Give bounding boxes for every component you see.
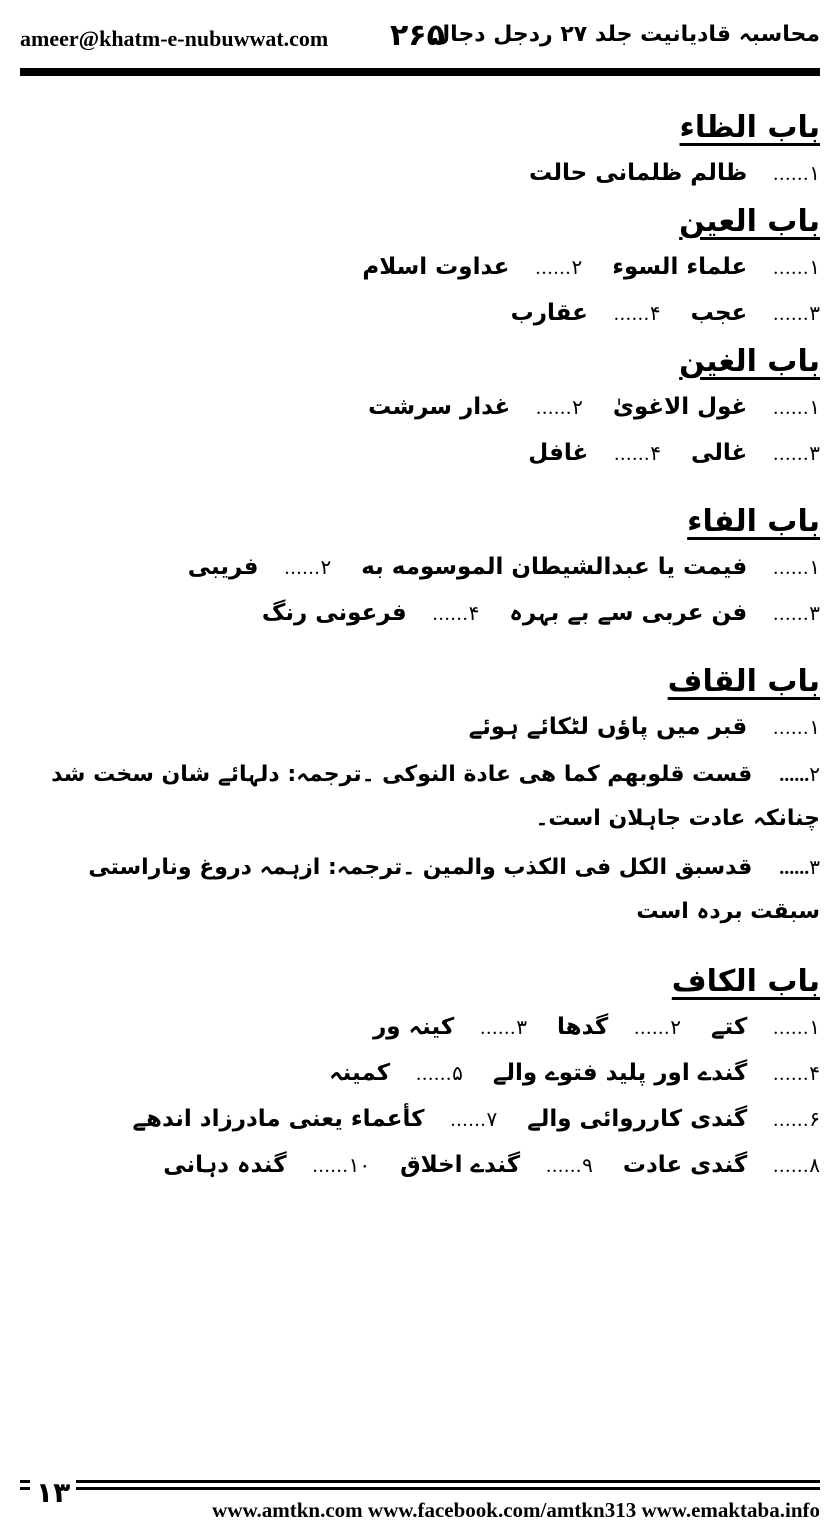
item-text: فرعونی رنگ (261, 600, 407, 626)
item-number: ۴ (650, 441, 661, 465)
list-item (511, 290, 661, 337)
item-dots: ...... (535, 257, 572, 279)
list-row (20, 704, 820, 750)
item-text: قبر میں پاؤں لٹکائے ہوئے (468, 714, 748, 740)
section-title: باب القاف (667, 664, 820, 699)
list-item (493, 1050, 820, 1097)
index-content (20, 102, 820, 1188)
item-number: ۶ (809, 1107, 820, 1131)
list-item (368, 384, 583, 431)
item-dots: ...... (773, 1155, 810, 1177)
item-text: گندے اخلاق (400, 1152, 521, 1178)
item-dots: ...... (773, 1109, 810, 1131)
item-number: ۱ (809, 555, 820, 579)
list-item (163, 1142, 370, 1189)
section-ain (20, 200, 820, 336)
section-title: باب الکاف (671, 964, 820, 999)
item-text: کتے (711, 1014, 748, 1040)
item-dots: ...... (432, 603, 469, 625)
list-row (20, 430, 820, 476)
section-title: باب الغین (679, 344, 820, 379)
item-text: عجب (690, 300, 748, 326)
item-dots: ...... (773, 1063, 810, 1085)
item-dots: ...... (773, 603, 810, 625)
item-number: ۲ (809, 762, 820, 786)
item-dots: ...... (779, 764, 810, 786)
list-item (529, 150, 820, 197)
list-item (362, 244, 582, 291)
item-number: ۸ (809, 1153, 820, 1177)
list-row (20, 1096, 820, 1142)
list-row (20, 150, 820, 196)
item-number: ۷ (486, 1107, 498, 1131)
list-item (373, 1004, 527, 1051)
item-text: عداوت اسلام (362, 254, 510, 280)
list-item (613, 384, 820, 431)
item-dots: ...... (614, 443, 651, 465)
list-item (262, 590, 480, 637)
item-text: فن عربی سے بے بہرہ (509, 600, 748, 626)
item-dots: ...... (779, 857, 810, 879)
item-dots: ...... (634, 1017, 671, 1039)
item-number: ۱ (809, 255, 820, 279)
item-number: ۴ (649, 301, 661, 325)
item-text: ظالم ظلمانی حالت (529, 160, 748, 186)
list-row (20, 384, 820, 430)
item-number: ۲ (670, 1015, 681, 1039)
list-item (509, 590, 820, 637)
list-item-long (20, 750, 820, 843)
item-text: فریبی (187, 554, 259, 580)
item-text: گندی عادت (622, 1152, 748, 1178)
item-number: ۴ (809, 1061, 820, 1085)
item-dots: ...... (450, 1109, 487, 1131)
item-number: ۱ (809, 161, 820, 185)
list-row (20, 244, 820, 290)
section-title: باب الظاء (679, 110, 820, 145)
item-number: ۱ (809, 715, 820, 739)
list-item (329, 1050, 463, 1097)
item-number: ۲ (571, 255, 583, 279)
item-number: ۲ (572, 395, 583, 419)
item-text: غول الاغویٰ (612, 394, 748, 420)
list-item (612, 244, 820, 291)
header-page-number: ۲۶۵ (390, 18, 445, 53)
page-header (20, 18, 820, 58)
list-item (623, 1142, 820, 1189)
item-text: گندہ دہانی (163, 1152, 287, 1178)
spacer (20, 636, 820, 656)
list-row (20, 544, 820, 590)
list-item (400, 1142, 593, 1189)
header-email: ameer@khatm-e-nubuwwat.com (20, 26, 329, 51)
item-text: عقارب (510, 300, 588, 326)
list-row (20, 290, 820, 336)
item-text: علماء السوء (612, 254, 748, 280)
section-ghain (20, 340, 820, 476)
section-title: باب الفاء (687, 504, 820, 539)
item-dots: ...... (416, 1063, 453, 1085)
item-number: ۳ (516, 1015, 527, 1039)
footer-links[interactable]: www.amtkn.com www.facebook.com/amtkn313 www.emaktaba.info (212, 1498, 820, 1522)
item-dots: ...... (546, 1155, 583, 1177)
section-qaf (20, 660, 820, 936)
item-text: گدھا (557, 1014, 609, 1040)
item-dots: ...... (773, 163, 810, 185)
item-number: ۳ (809, 441, 820, 465)
footer-divider (20, 1487, 820, 1490)
item-text: قدسبق الكل فى الكذب والمين ۔ترجمہ: ازہمہ دروغ وناراستی سبقت بردہ است (88, 855, 820, 924)
list-item (188, 544, 331, 591)
item-dots: ...... (773, 303, 810, 325)
item-text: کینہ ور (373, 1014, 455, 1040)
item-dots: ...... (773, 717, 810, 739)
section-zaa (20, 106, 820, 196)
list-item (133, 1096, 498, 1143)
item-number: ۹ (582, 1153, 593, 1177)
list-item (691, 290, 820, 337)
list-item (711, 1004, 820, 1051)
item-number: ۳ (809, 301, 820, 325)
item-dots: ...... (773, 1017, 810, 1039)
item-dots: ...... (773, 557, 810, 579)
item-text: غالی (690, 440, 748, 466)
list-item (527, 1096, 820, 1143)
footer-divider (20, 1480, 820, 1483)
item-text: قست قلوبهم كما هى عادة النوكى ۔ترجمہ: دلہائے شان سخت شد چنانکہ عادت جاہلان است۔ (51, 762, 820, 831)
item-text: گندے اور پلید فتوے والے (492, 1060, 748, 1086)
item-dots: ...... (536, 397, 573, 419)
item-dots: ...... (480, 1017, 517, 1039)
spacer (20, 936, 820, 956)
item-dots: ...... (773, 443, 810, 465)
item-number: ۴ (468, 601, 480, 625)
item-number: ۲ (320, 555, 332, 579)
section-title: باب العین (679, 204, 820, 239)
list-item-long (20, 843, 820, 936)
item-number: ۳ (809, 601, 820, 625)
item-text: کأعماء یعنی مادرزاد اندھے (132, 1106, 425, 1132)
list-item (528, 430, 661, 477)
list-item (691, 430, 820, 477)
list-item (361, 544, 820, 591)
item-dots: ...... (284, 557, 321, 579)
item-number: ۱ (809, 395, 820, 419)
item-text: گندی کارروائی والے (527, 1106, 748, 1132)
list-item (469, 704, 820, 751)
item-number: ۵ (452, 1061, 463, 1085)
section-kaf (20, 960, 820, 1188)
item-text: غافل (528, 440, 589, 466)
item-dots: ...... (613, 303, 650, 325)
item-dots: ...... (773, 257, 810, 279)
list-row (20, 1142, 820, 1188)
list-row (20, 1004, 820, 1050)
item-text: غدار سرشت (368, 394, 511, 420)
item-text: فیمت یا عبدالشیطان الموسومه به (361, 554, 748, 580)
header-book-title: محاسبہ قادیانیت جلد ۲۷ ردجل دجال (431, 22, 820, 47)
item-number: ۳ (809, 855, 820, 879)
footer-page-number: ۱۳ (30, 1476, 76, 1509)
section-faa (20, 500, 820, 636)
item-dots: ...... (312, 1155, 349, 1177)
list-item (557, 1004, 681, 1051)
list-row (20, 1050, 820, 1096)
item-number: ۱۰ (348, 1153, 371, 1177)
item-number: ۱ (809, 1015, 820, 1039)
item-dots: ...... (773, 397, 810, 419)
list-row (20, 590, 820, 636)
page-footer (20, 1476, 820, 1530)
spacer (20, 476, 820, 496)
header-divider (20, 68, 820, 76)
item-text: کمینہ (329, 1060, 391, 1086)
